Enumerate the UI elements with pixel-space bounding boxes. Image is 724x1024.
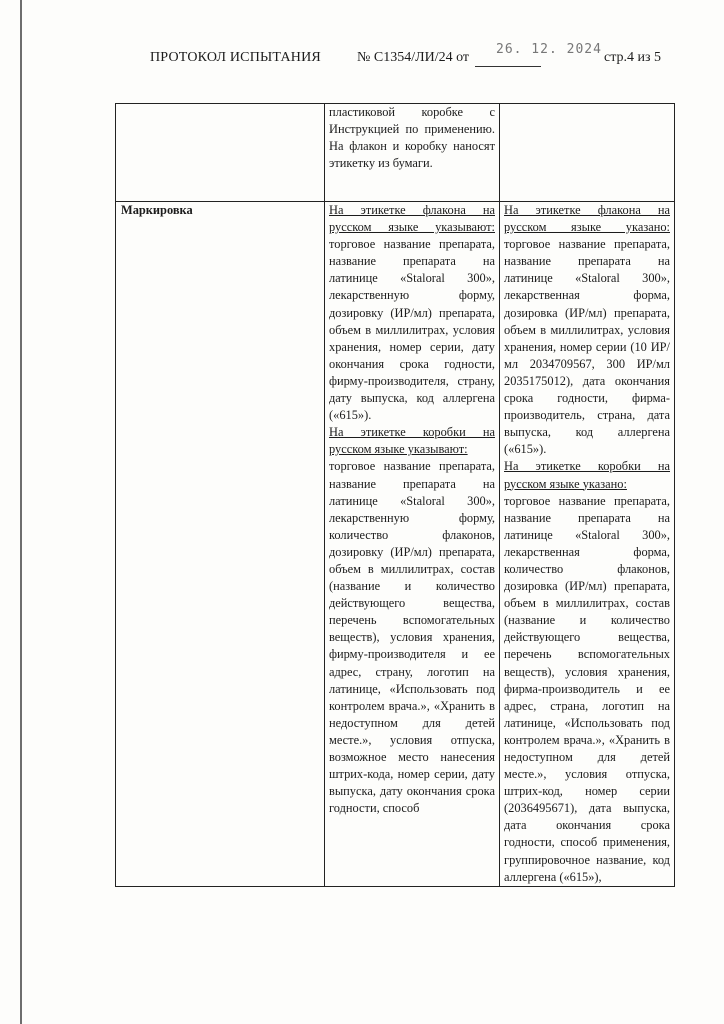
protocol-table bbox=[115, 103, 675, 887]
result-cell bbox=[500, 202, 675, 887]
requirement-cell: пластиковой коробке с Инструкцией по применению. На флакон и коробку наносят этикетку из бумаги. bbox=[325, 104, 500, 202]
box-label-requirement-text: торговое название препарата, название препарата на латинице «Staloral 300», лекарственную форму, количество флаконов, дозировку (ИР/мл) препарата, объем в миллилитрах, состав (название и количество действующего вещества, перечень вспомогательных веществ), условия хранения, фирму-производителя и ее адрес, страну, логотип на латинице, «Использовать под контролем врача.», «Хранить в недоступном для детей месте.», условия отпуска, возможное место нанесения штрих-кода, номер серии, дату выпуска, дату окончания срока годности, способ bbox=[329, 459, 495, 816]
date-stamp: 26. 12. 2024 bbox=[496, 42, 602, 57]
protocol-number: № С1354/ЛИ/24 от bbox=[357, 50, 470, 65]
vial-label-result-heading: На этикетке флакона на русском языке указано: bbox=[504, 203, 670, 235]
row-label-marking: Маркировка bbox=[116, 202, 325, 887]
vial-label-result-text: торговое название препарата, название препарата на латинице «Staloral 300», лекарственная форма, дозировка (ИР/мл) препарата, объем в миллилитрах, условия хранения, номер серии (10 ИР/мл 2034709567, 300 ИР/мл 2035175012), дата окончания срока годности, фирма-производитель, страна, дата выпуска, код аллергена («615»). bbox=[504, 237, 670, 457]
box-label-result-text: торговое название препарата, название препарата на латинице «Staloral 300», лекарственная форма, количество флаконов, дозировка (ИР/мл) препарата, объем в миллилитрах, состав (название и количество действующего вещества, перечень вспомогательных веществ), условия хранения, фирма-производитель и ее адрес, страна, логотип на латинице, «Использовать под контролем врача.», «Хранить в недоступном для детей месте.», условия отпуска, штрих-код, номер серии (2036495671), дата выпуска, дата окончания срока годности, способ применения, группировочное название, код аллергена («615»), bbox=[504, 493, 670, 884]
table-row bbox=[116, 104, 675, 202]
document-header bbox=[0, 42, 724, 74]
vial-label-requirement-heading: На этикетке флакона на русском языке указывают: bbox=[329, 203, 495, 235]
result-cell bbox=[500, 104, 675, 202]
requirement-cell bbox=[325, 202, 500, 887]
date-underline bbox=[475, 66, 541, 67]
row-label bbox=[116, 104, 325, 202]
protocol-title: ПРОТОКОЛ ИСПЫТАНИЯ bbox=[150, 50, 321, 65]
page-number: стр.4 из 5 bbox=[604, 50, 662, 65]
scan-left-edge bbox=[20, 0, 22, 1024]
vial-label-requirement-text: торговое название препарата, название препарата на латинице «Staloral 300», лекарственную форму, дозировку (ИР/мл) препарата, объем в миллилитрах, условия хранения, номер серии, дату окончания срока годности, фирму-производителя, страну, дату выпуска, код аллергена («615»). bbox=[329, 237, 495, 423]
box-label-result-heading: На этикетке коробки на русском языке указано: bbox=[504, 459, 670, 491]
table-row bbox=[116, 202, 675, 887]
box-label-requirement-heading: На этикетке коробки на русском языке указывают: bbox=[329, 425, 495, 457]
